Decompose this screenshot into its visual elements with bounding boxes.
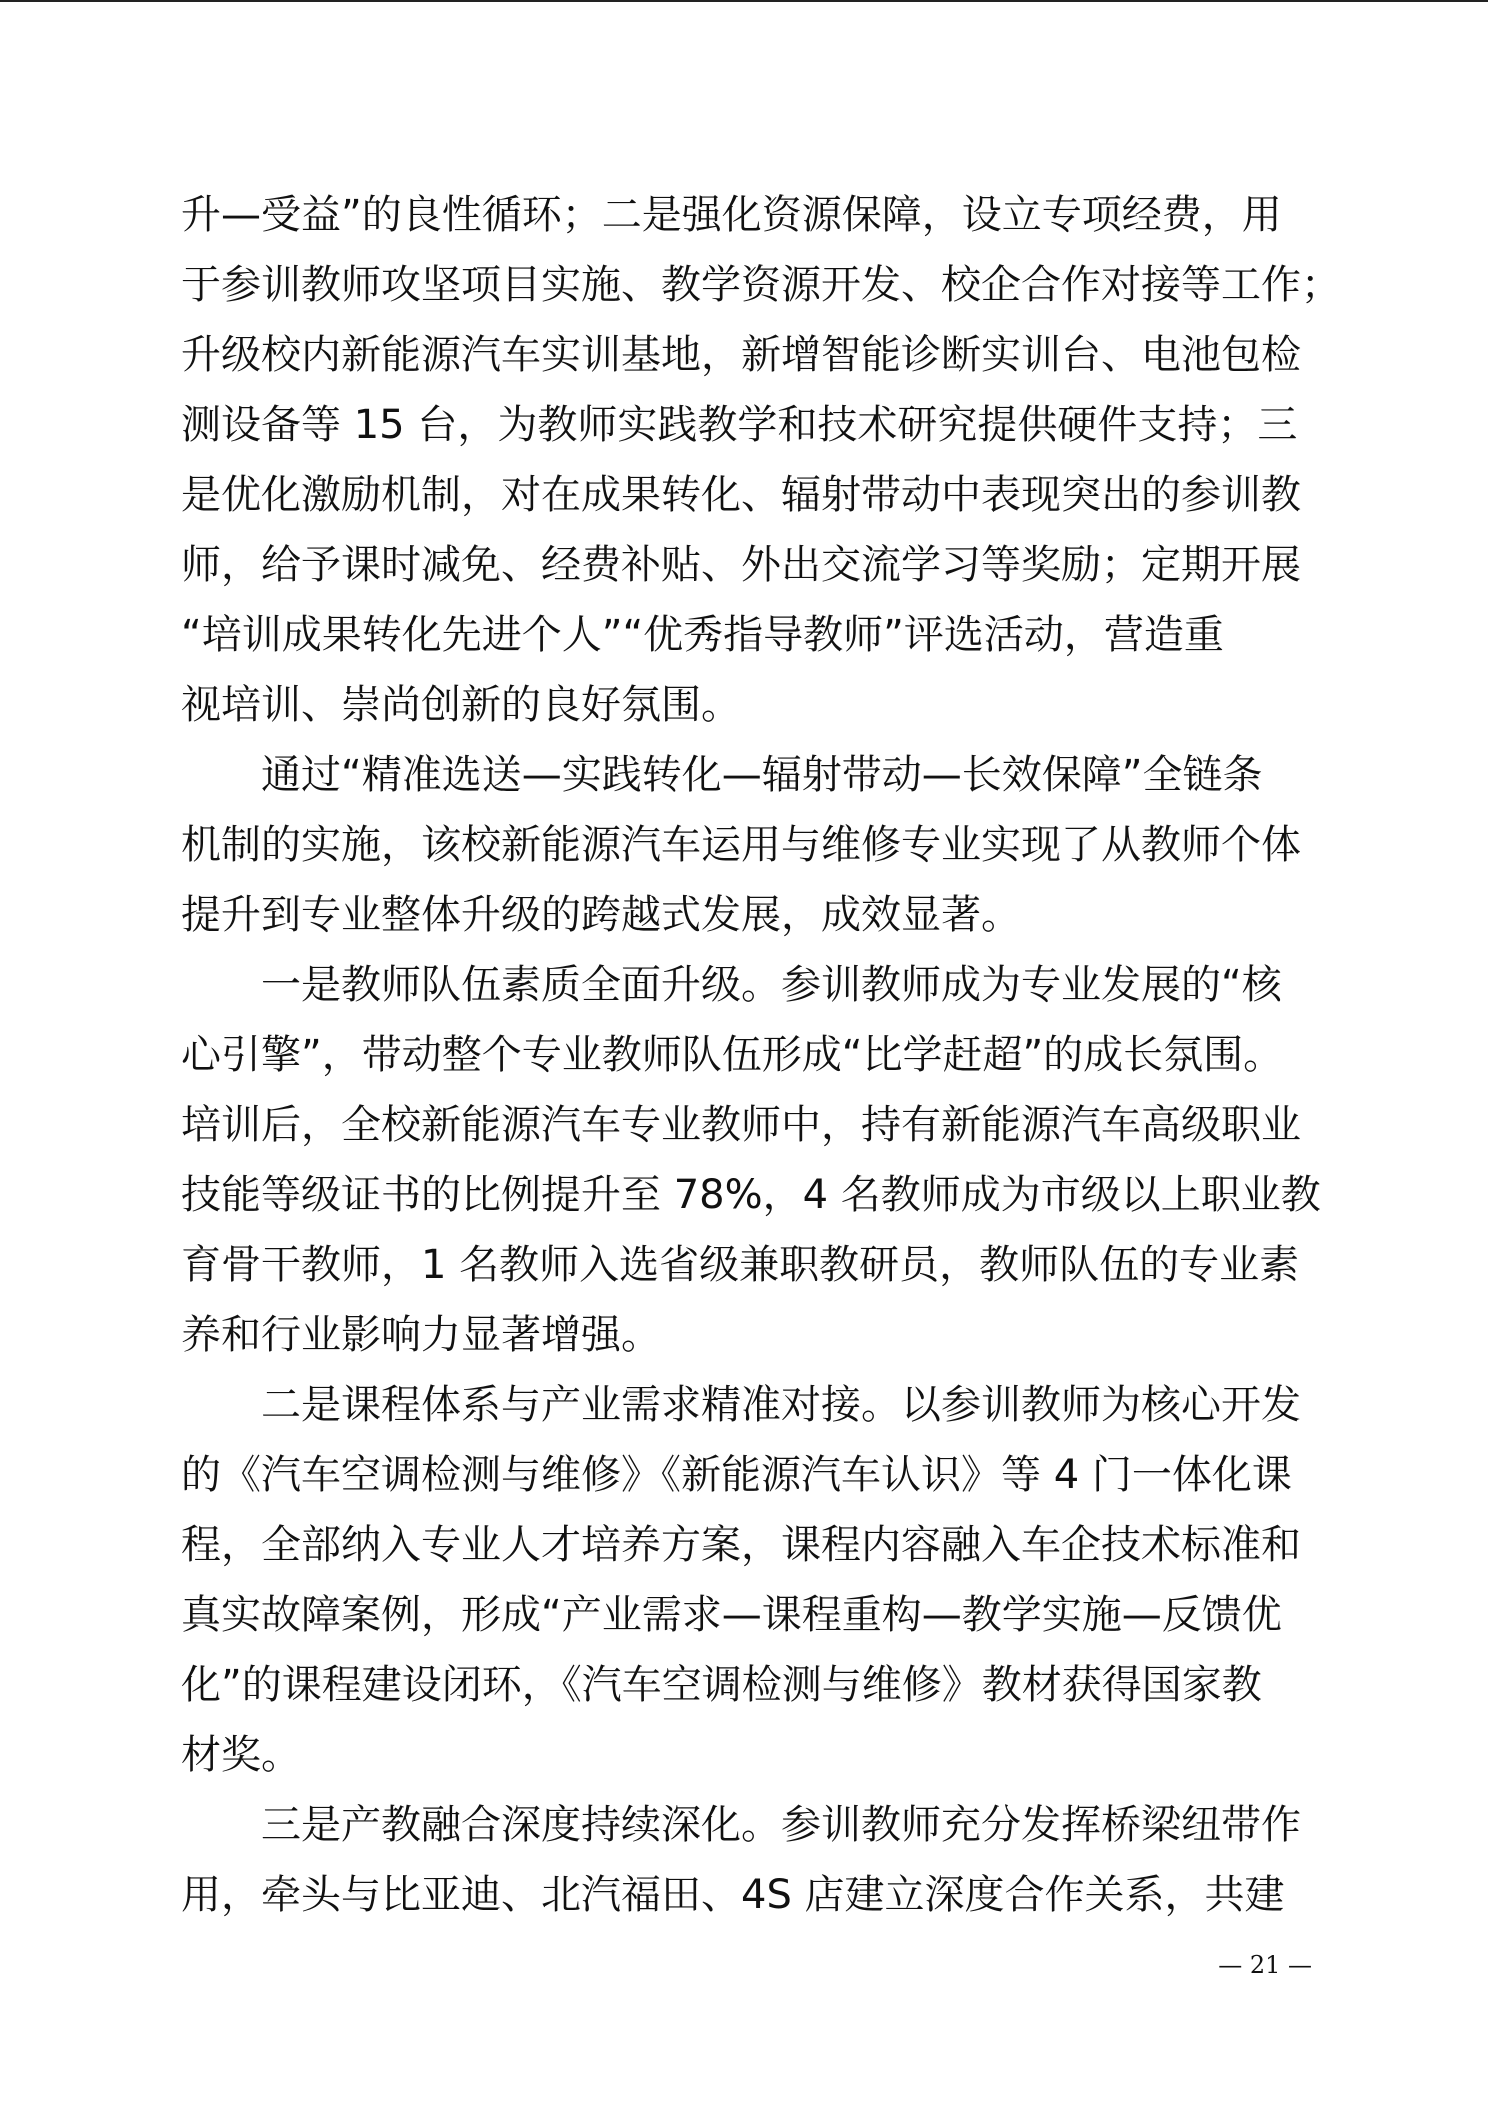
text-line: 于参训教师攻坚项目实施、教学资源开发、校企合作对接等工作； <box>181 262 1341 308</box>
text-line: 一是教师队伍素质全面升级。参训教师成为专业发展的“核 <box>181 962 1282 1008</box>
text-line: 培训后，全校新能源汽车专业教师中，持有新能源汽车高级职业 <box>181 1102 1301 1148</box>
text-line: 用，牵头与比亚迪、北汽福田、4S 店建立深度合作关系，共建 <box>181 1872 1285 1918</box>
text-line: 机制的实施，该校新能源汽车运用与维修专业实现了从教师个体 <box>181 822 1301 868</box>
text-line: “培训成果转化先进个人”“优秀指导教师”评选活动，营造重 <box>181 612 1224 658</box>
text-line: 心引擎”，带动整个专业教师队伍形成“比学赶超”的成长氛围。 <box>181 1032 1284 1078</box>
text-line: 升级校内新能源汽车实训基地，新增智能诊断实训台、电池包检 <box>181 332 1301 378</box>
text-line: 二是课程体系与产业需求精准对接。以参训教师为核心开发 <box>181 1382 1301 1428</box>
text-line: 通过“精准选送—实践转化—辐射带动—长效保障”全链条 <box>181 752 1263 798</box>
text-line: 化”的课程建设闭环，《汽车空调检测与维修》教材获得国家教 <box>181 1662 1262 1708</box>
document-body <box>181 186 1341 1936</box>
text-line: 升—受益”的良性循环；二是强化资源保障，设立专项经费，用 <box>181 192 1282 238</box>
text-line: 三是产教融合深度持续深化。参训教师充分发挥桥梁纽带作 <box>181 1802 1301 1848</box>
text-line: 视培训、崇尚创新的良好氛围。 <box>181 682 741 728</box>
page-number: — 21 — <box>1218 1951 1312 1979</box>
text-line: 的《汽车空调检测与维修》《新能源汽车认识》等 4 门一体化课 <box>181 1452 1292 1498</box>
text-line: 养和行业影响力显著增强。 <box>181 1312 661 1358</box>
text-line: 真实故障案例，形成“产业需求—课程重构—教学实施—反馈优 <box>181 1592 1282 1638</box>
text-line: 师，给予课时减免、经费补贴、外出交流学习等奖励；定期开展 <box>181 542 1301 588</box>
text-line: 程，全部纳入专业人才培养方案，课程内容融入车企技术标准和 <box>181 1522 1301 1568</box>
text-line: 材奖。 <box>181 1732 301 1778</box>
text-line: 测设备等 15 台，为教师实践教学和技术研究提供硬件支持；三 <box>181 402 1298 448</box>
top-border-line <box>0 0 1488 2</box>
text-line: 是优化激励机制，对在成果转化、辐射带动中表现突出的参训教 <box>181 472 1301 518</box>
text-line: 技能等级证书的比例提升至 78%，4 名教师成为市级以上职业教 <box>181 1172 1321 1218</box>
text-line: 提升到专业整体升级的跨越式发展，成效显著。 <box>181 892 1021 938</box>
text-line: 育骨干教师，1 名教师入选省级兼职教研员，教师队伍的专业素 <box>181 1242 1300 1288</box>
